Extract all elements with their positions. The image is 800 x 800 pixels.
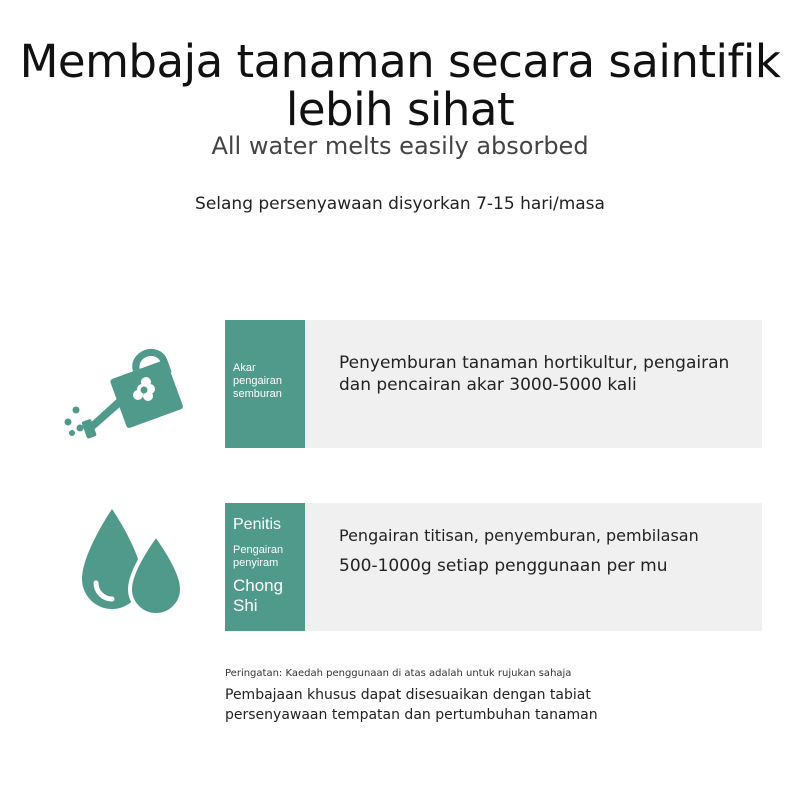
row-spray-description: Penyemburan tanaman hortikultur, pengairan dan pencairan akar 3000-5000 kali xyxy=(339,353,730,395)
tag-drip-title: Penitis xyxy=(233,516,282,533)
tag-drip-bottom: Chong Shi xyxy=(233,576,284,615)
row-drip-description: Pengairan titisan, penyemburan, pembilasan xyxy=(339,526,699,545)
usage-row-spray xyxy=(225,320,762,448)
fertilizing-interval: Selang persenyawaan disyorkan 7-15 hari/masa xyxy=(195,194,605,214)
tag-drip-sub: Pengairan penyiram xyxy=(233,544,284,569)
watering-can-icon xyxy=(62,340,192,440)
page-subtitle: All water melts easily absorbed xyxy=(211,132,589,160)
warning-note: Peringatan: Kaedah penggunaan di atas adalah untuk rujukan sahaja xyxy=(225,668,572,679)
tag-spray xyxy=(225,320,305,448)
usage-row-drip xyxy=(225,503,762,631)
usage-notes xyxy=(225,668,765,725)
tag-spray-label: Akar pengairan semburan xyxy=(233,362,282,400)
page-title-line2: lebih sihat xyxy=(285,83,515,136)
row-drip-dosage: 500-1000g setiap penggunaan per mu xyxy=(339,556,668,576)
custom-note: Pembajaan khusus dapat disesuaikan dengan tabiat persenyawaan tempatan dan pertumbuhan tanaman xyxy=(225,687,598,723)
row-drip-content xyxy=(339,503,752,653)
water-drops-icon xyxy=(78,505,186,617)
page-title-line1: Membaja tanaman secara saintifik xyxy=(19,35,781,88)
tag-drip xyxy=(225,503,305,631)
